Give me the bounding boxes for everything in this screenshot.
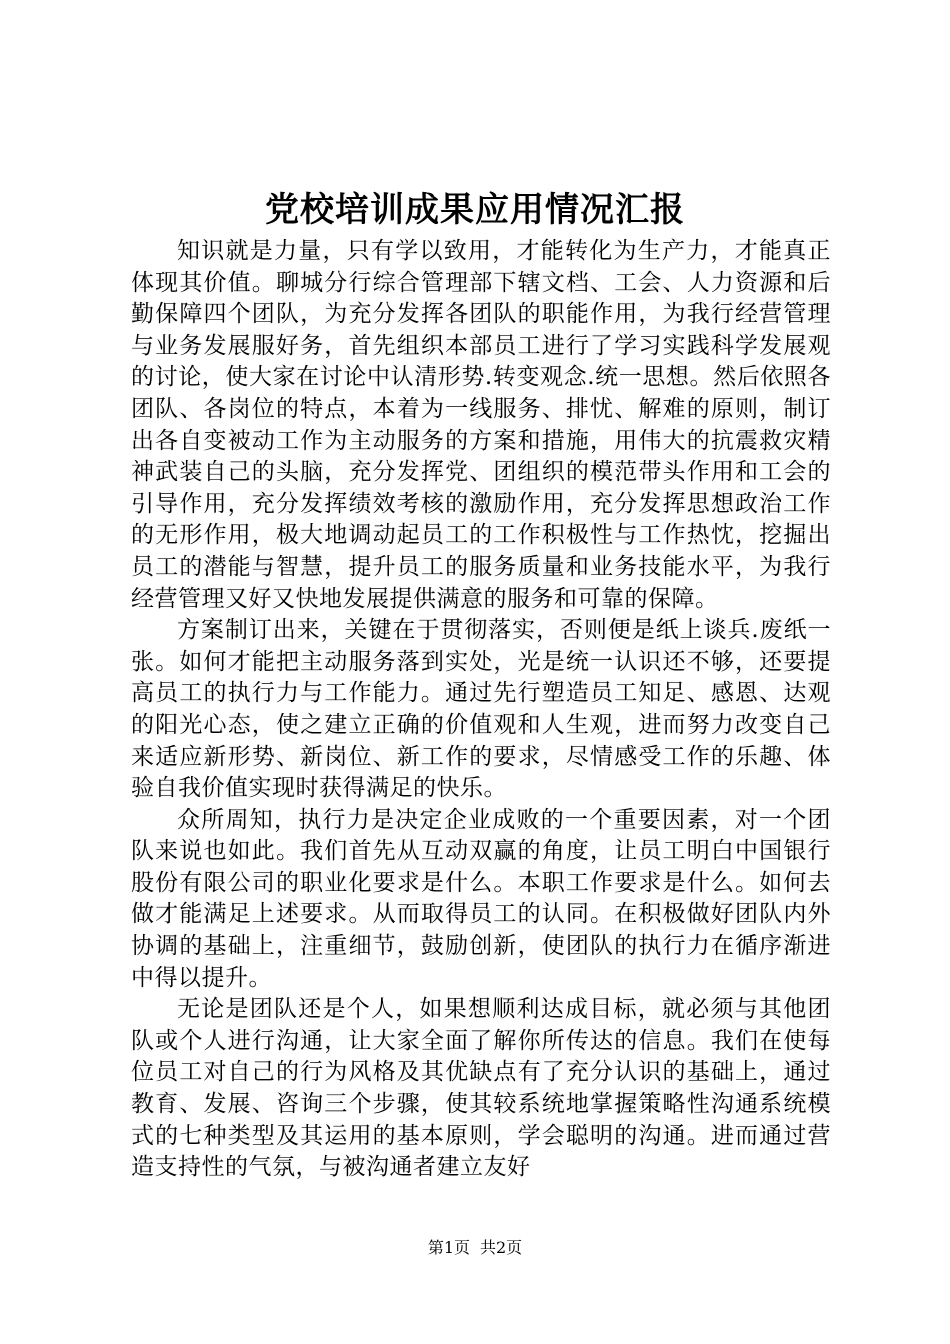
paragraph-2: 方案制订出来，关键在于贯彻落实，否则便是纸上谈兵.废纸一张。如何才能把主动服务落到实处，光是统一认识还不够，还要提高员工的执行力与工作能力。通过先行塑造员工知足、感恩、达观的阳光心态，使之建立正确的价值观和人生观，进而努力改变自己来适应新形势、新岗位、新工作的要求，尽情感受工作的乐趣、体验自我价值实现时获得满足的快乐。 [131,617,831,802]
paragraph-3: 众所周知，执行力是决定企业成败的一个重要因素，对一个团队来说也如此。我们首先从互动双赢的角度，让员工明白中国银行股份有限公司的职业化要求是什么。本职工作要求是什么。如何去做才能满足上述要求。从而取得员工的认同。在积极做好团队内外协调的基础上，注重细节，鼓励创新，使团队的执行力在循序渐进中得以提升。 [131,806,831,991]
page-footer [0,1238,950,1258]
page-number: 第1页 [427,1238,470,1257]
paragraph-1: 知识就是力量，只有学以致用，才能转化为生产力，才能真正体现其价值。聊城分行综合管理部下辖文档、工会、人力资源和后勤保障四个团队，为充分发挥各团队的职能作用，为我行经营管理与业务发展服好务，首先组织本部员工进行了学习实践科学发展观的讨论，使大家在讨论中认清形势.转变观念.统一思想。然后依照各团队、各岗位的特点，本着为一线服务、排忧、解难的原则，制订出各自变被动工作为主动服务的方案和措施，用伟大的抗震救灾精神武装自己的头脑，充分发挥党、团组织的模范带头作用和工会的引导作用，充分发挥绩效考核的激励作用，充分发挥思想政治工作的无形作用，极大地调动起员工的工作积极性与工作热忱，挖掘出员工的潜能与智慧，提升员工的服务质量和业务技能水平，为我行经营管理又好又快地发展提供满意的服务和可靠的保障。 [131,238,831,612]
document-body [131,236,831,1184]
paragraph-4: 无论是团队还是个人，如果想顺利达成目标，就必须与其他团队或个人进行沟通，让大家全面了解你所传达的信息。我们在使每位员工对自己的行为风格及其优缺点有了充分认识的基础上，通过教育、发展、咨询三个步骤，使其较系统地掌握策略性沟通系统模式的七种类型及其运用的基本原则，学会聪明的沟通。进而通过营造支持性的气氛，与被沟通者建立友好 [131,996,831,1181]
page-title: 党校培训成果应用情况汇报 [265,190,685,230]
page-total: 共2页 [480,1238,523,1257]
